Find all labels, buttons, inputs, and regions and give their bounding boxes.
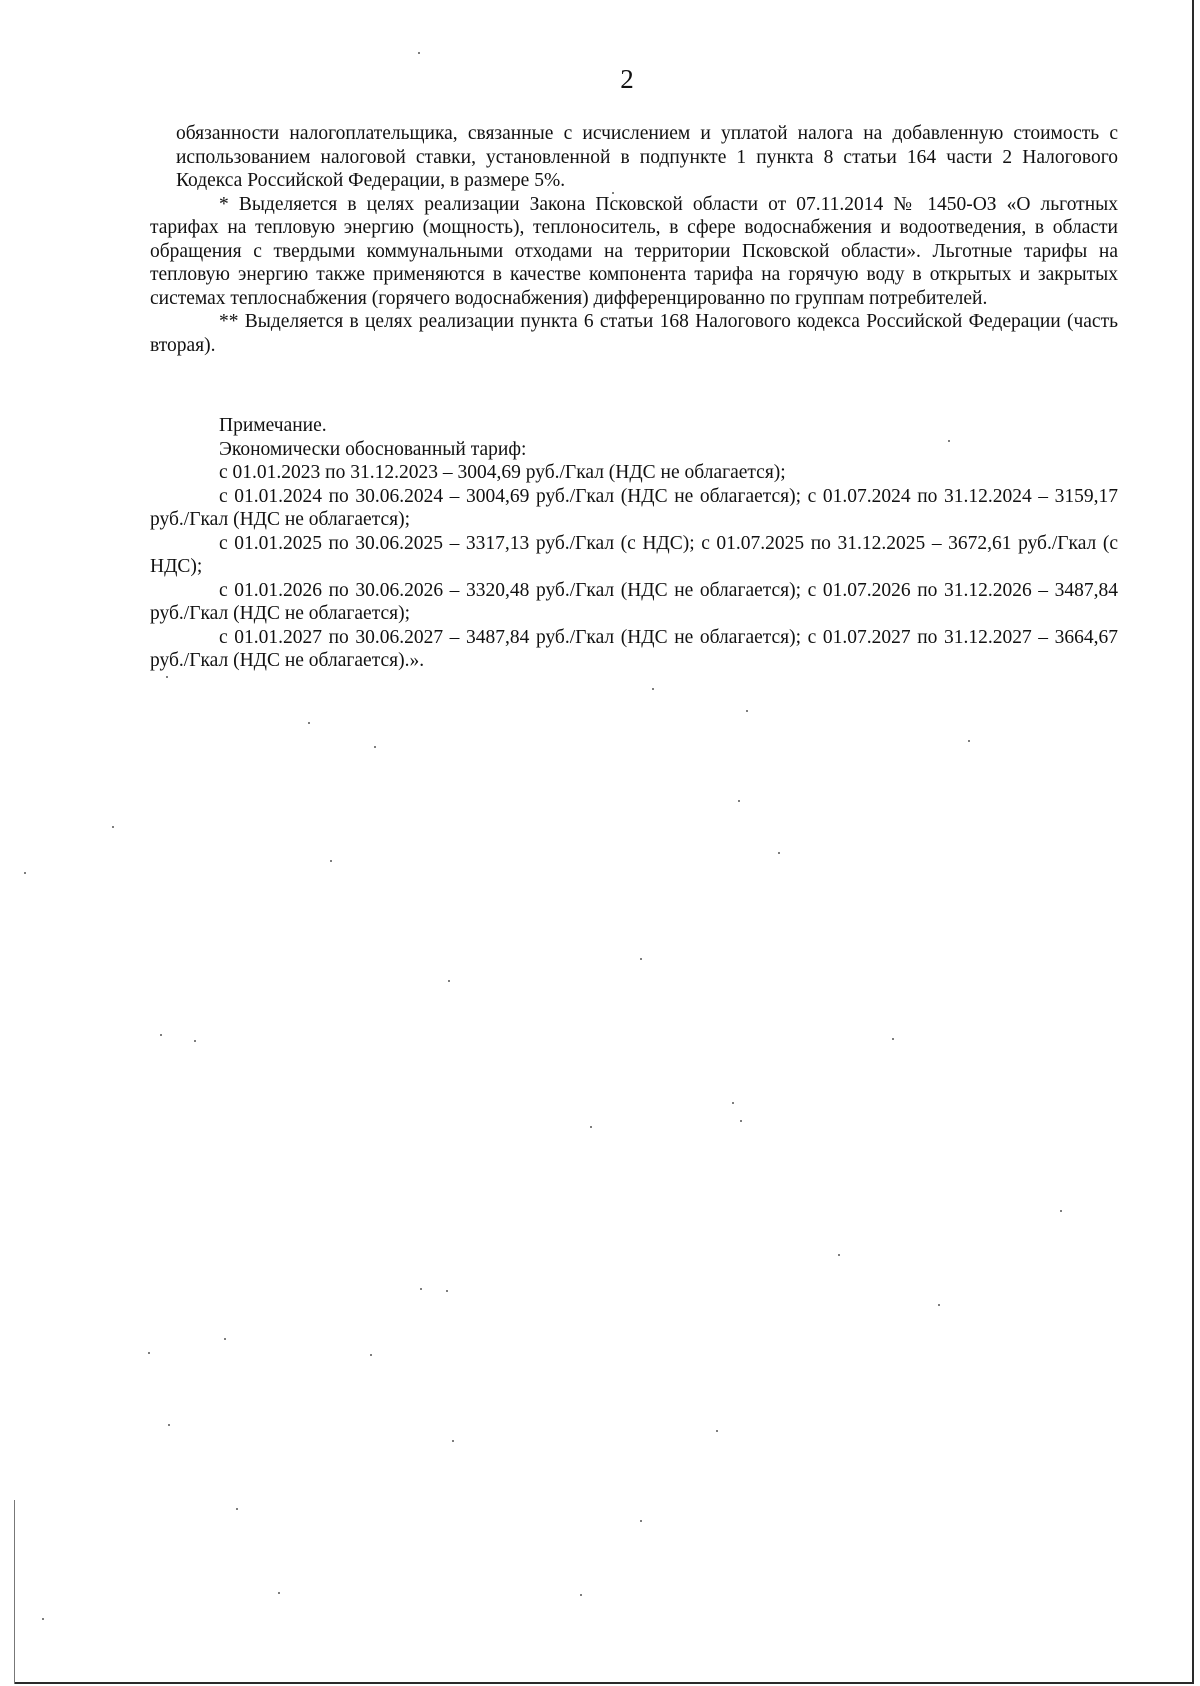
- scan-speck: [236, 1508, 238, 1510]
- scan-speck: [590, 1126, 592, 1128]
- scan-speck: [420, 1288, 422, 1290]
- scan-speck: [452, 1440, 454, 1442]
- scan-speck: [308, 722, 310, 724]
- scan-speck: [640, 1520, 642, 1522]
- scan-speck: [330, 860, 332, 862]
- scan-speck: [446, 1290, 448, 1292]
- scan-speck: [640, 958, 642, 960]
- scan-border-right: [1192, 0, 1194, 1684]
- scan-speck: [160, 1034, 162, 1036]
- tariff-period-2026: с 01.01.2026 по 30.06.2026 – 3320,48 руб./Гкал (НДС не облагается); с 01.07.2026 по 31.12.2026 – 3487,84 руб./Гкал (НДС не облагается);: [150, 579, 1118, 624]
- scan-speck: [194, 1040, 196, 1042]
- scan-speck: [948, 440, 950, 442]
- scan-speck: [112, 826, 114, 828]
- page-number: 2: [620, 64, 634, 94]
- scan-speck: [448, 980, 450, 982]
- tariff-period-2023: с 01.01.2023 по 31.12.2023 – 3004,69 руб./Гкал (НДС не облагается);: [219, 462, 786, 483]
- scan-speck: [224, 1338, 226, 1340]
- note-subheading: Экономически обоснованный тариф:: [219, 438, 527, 460]
- scan-speck: [716, 1430, 718, 1432]
- scan-speck: [892, 1038, 894, 1040]
- tariff-period-2025: с 01.01.2025 по 30.06.2025 – 3317,13 руб./Гкал (с НДС); с 01.07.2025 по 31.12.2025 – 3672,61 руб./Гкал (с НДС);: [150, 532, 1118, 577]
- scan-speck: [652, 688, 654, 690]
- scan-speck: [148, 1352, 150, 1354]
- footnotes-section: [150, 122, 1118, 357]
- scan-speck: [778, 852, 780, 854]
- footnote-double-asterisk: ** Выделяется в целях реализации пункта 6 статьи 168 Налогового кодекса Российской Федерации (часть вторая).: [150, 311, 1118, 356]
- scan-speck: [612, 192, 614, 194]
- scan-speck: [24, 872, 26, 874]
- note-section: [150, 414, 1118, 673]
- scan-border-bottom: [14, 1682, 1194, 1684]
- scan-speck: [740, 1120, 742, 1122]
- scan-speck: [278, 1592, 280, 1594]
- scan-speck: [42, 1618, 44, 1620]
- scan-speck: [838, 1254, 840, 1256]
- scan-speck: [738, 800, 740, 802]
- footnote-continuation: обязанности налогоплательщика, связанные с исчислением и уплатой налога на добавленную стоимость с использованием налоговой ставки, установленной в подпункте 1 пункта 8 статьи 164 части 2 Налогового Кодекса Российской Федерации, в размере 5%.: [176, 123, 1118, 191]
- scan-speck: [1060, 1210, 1062, 1212]
- scan-speck: [580, 1594, 582, 1596]
- scan-speck: [374, 746, 376, 748]
- scan-speck: [166, 676, 168, 678]
- note-heading: Примечание.: [219, 415, 327, 436]
- scan-speck: [732, 1102, 734, 1104]
- scan-speck: [370, 1354, 372, 1356]
- scan-speck: [968, 740, 970, 742]
- scan-speck: [168, 1424, 170, 1426]
- tariff-period-2027: с 01.01.2027 по 30.06.2027 – 3487,84 руб./Гкал (НДС не облагается); с 01.07.2027 по 31.12.2027 – 3664,67 руб./Гкал (НДС не облагается).».: [150, 626, 1118, 671]
- scan-border-left: [14, 1500, 15, 1684]
- scan-speck: [418, 52, 420, 54]
- tariff-period-2024: с 01.01.2024 по 30.06.2024 – 3004,69 руб./Гкал (НДС не облагается); с 01.07.2024 по 31.12.2024 – 3159,17 руб./Гкал (НДС не облагается);: [150, 485, 1118, 530]
- footnote-single-asterisk: * Выделяется в целях реализации Закона Псковской области от 07.11.2014 № 1450-ОЗ «О льготных тарифах на тепловую энергию (мощность), теплоноситель, в сфере водоснабжения и водоотведения, в области обращения с твердыми коммунальными отходами на территории Псковской области». Льготные тарифы на тепловую энергию также применяются в качестве компонента тарифа на горячую воду в открытых и закрытых системах теплоснабжения (горячего водоснабжения) дифференцированно по группам потребителей.: [150, 193, 1118, 309]
- scan-speck: [938, 1304, 940, 1306]
- scan-speck: [746, 710, 748, 712]
